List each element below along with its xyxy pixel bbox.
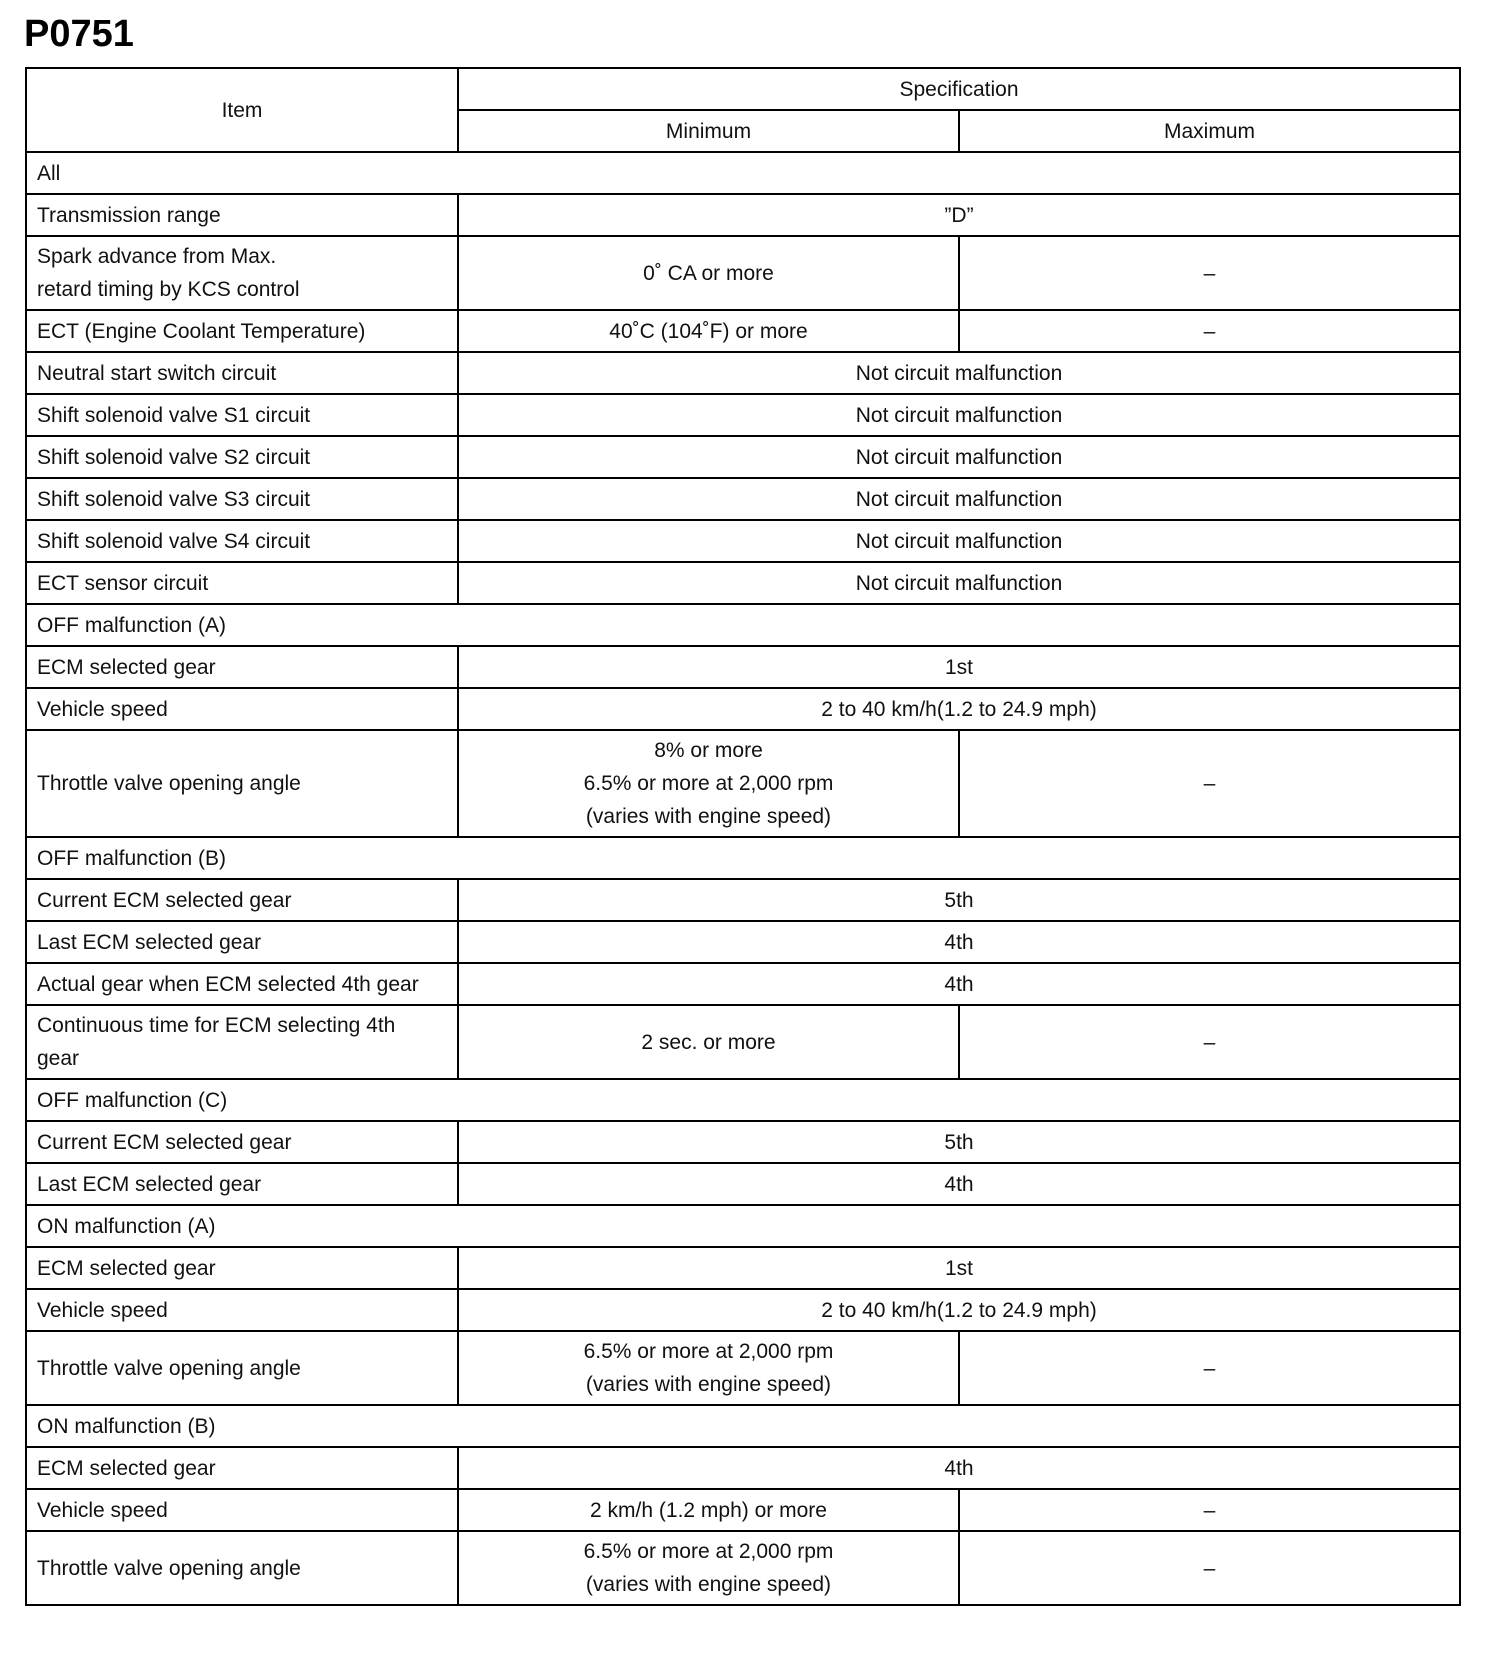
min-line: 2 sec. or more — [641, 1030, 776, 1054]
specification-cell — [458, 879, 1460, 921]
specification-cell — [458, 436, 1460, 478]
minimum-cell — [458, 1331, 959, 1405]
specification-cell — [458, 1289, 1460, 1331]
value-line: Not circuit malfunction — [855, 403, 1063, 427]
table-row — [26, 688, 1460, 730]
item-line: ECT sensor circuit — [37, 571, 209, 595]
item-line: Actual gear when ECM selected 4th gear — [37, 972, 419, 996]
specification-cell — [458, 1121, 1460, 1163]
section-label: OFF malfunction (C) — [26, 1079, 1460, 1121]
specification-cell — [458, 921, 1460, 963]
minimum-cell — [458, 236, 959, 310]
item-line: Neutral start switch circuit — [37, 361, 277, 385]
table-row — [26, 646, 1460, 688]
table-row — [26, 194, 1460, 236]
item-cell — [26, 1247, 458, 1289]
min-line: 6.5% or more at 2,000 rpm — [583, 772, 834, 795]
item-cell — [26, 194, 458, 236]
table-row — [26, 478, 1460, 520]
item-line: Shift solenoid valve S3 circuit — [37, 487, 311, 511]
maximum-cell — [959, 310, 1460, 352]
table-row — [26, 1005, 1460, 1079]
section-row — [26, 604, 1460, 646]
item-line: Current ECM selected gear — [37, 888, 292, 912]
item-cell — [26, 646, 458, 688]
minimum-cell — [458, 730, 959, 837]
header-minimum: Minimum — [458, 110, 959, 152]
table-row — [26, 1331, 1460, 1405]
specification-cell — [458, 394, 1460, 436]
table-row — [26, 562, 1460, 604]
item-cell — [26, 688, 458, 730]
section-row — [26, 1205, 1460, 1247]
item-line: Throttle valve opening angle — [37, 772, 301, 795]
max-line: – — [1203, 1030, 1216, 1054]
header-specification: Specification — [458, 68, 1460, 110]
specification-cell — [458, 352, 1460, 394]
section-label: ON malfunction (A) — [26, 1205, 1460, 1247]
item-line: Shift solenoid valve S1 circuit — [37, 403, 311, 427]
value-line: 4th — [944, 1172, 974, 1196]
max-line: – — [1203, 1556, 1216, 1580]
table-row — [26, 1447, 1460, 1489]
table-row — [26, 1489, 1460, 1531]
table-row — [26, 436, 1460, 478]
table-row — [26, 394, 1460, 436]
value-line: 5th — [944, 1130, 974, 1154]
item-line: ECM selected gear — [37, 1456, 216, 1480]
item-line: Transmission range — [37, 203, 221, 227]
item-line: ECT (Engine Coolant Temperature) — [37, 319, 366, 343]
value-line: 4th — [944, 972, 974, 996]
specification-cell — [458, 562, 1460, 604]
min-line: 6.5% or more at 2,000 rpm — [583, 1340, 834, 1363]
item-cell — [26, 352, 458, 394]
table-row — [26, 236, 1460, 310]
min-line: (varies with engine speed) — [585, 1373, 832, 1396]
specification-cell — [458, 1247, 1460, 1289]
value-line: 4th — [944, 1456, 974, 1480]
min-line: 8% or more — [654, 739, 763, 762]
item-cell — [26, 236, 458, 310]
item-cell — [26, 562, 458, 604]
max-line: – — [1203, 1498, 1216, 1522]
table-row — [26, 310, 1460, 352]
item-cell — [26, 436, 458, 478]
min-line: (varies with engine speed) — [585, 805, 832, 828]
specification-cell — [458, 646, 1460, 688]
specification-cell — [458, 1447, 1460, 1489]
page-title: P0751 — [24, 13, 134, 55]
section-label: All — [26, 152, 1460, 194]
item-line: Vehicle speed — [37, 697, 168, 721]
value-line: Not circuit malfunction — [855, 571, 1063, 595]
header-row — [26, 68, 1460, 110]
maximum-cell — [959, 1489, 1460, 1531]
item-line: Last ECM selected gear — [37, 1172, 262, 1196]
value-line: 2 to 40 km/h(1.2 to 24.9 mph) — [821, 1298, 1097, 1322]
max-line: – — [1203, 319, 1216, 343]
table-row — [26, 352, 1460, 394]
item-cell — [26, 1163, 458, 1205]
section-label: OFF malfunction (B) — [26, 837, 1460, 879]
table-row — [26, 730, 1460, 837]
item-cell — [26, 1447, 458, 1489]
max-line: – — [1203, 1356, 1216, 1380]
specification-cell — [458, 194, 1460, 236]
maximum-cell — [959, 730, 1460, 837]
section-label: ON malfunction (B) — [26, 1405, 1460, 1447]
section-row — [26, 837, 1460, 879]
section-row — [26, 152, 1460, 194]
max-line: – — [1203, 261, 1216, 285]
specification-cell — [458, 520, 1460, 562]
item-line: Throttle valve opening angle — [37, 1356, 301, 1380]
minimum-cell — [458, 1005, 959, 1079]
table-row — [26, 1289, 1460, 1331]
maximum-cell — [959, 1005, 1460, 1079]
value-line: Not circuit malfunction — [855, 529, 1063, 553]
value-line: Not circuit malfunction — [855, 445, 1063, 469]
value-line: 1st — [945, 655, 974, 679]
item-cell — [26, 394, 458, 436]
item-line: gear — [37, 1047, 80, 1070]
max-line: – — [1203, 772, 1216, 795]
min-line: (varies with engine speed) — [585, 1573, 832, 1596]
minimum-cell — [458, 310, 959, 352]
table-row — [26, 963, 1460, 1005]
value-line: Not circuit malfunction — [855, 487, 1063, 511]
item-line: Spark advance from Max. — [37, 245, 277, 268]
item-line: Vehicle speed — [37, 1498, 168, 1522]
min-line: 6.5% or more at 2,000 rpm — [583, 1540, 834, 1563]
specification-cell — [458, 478, 1460, 520]
min-line: 40˚C (104˚F) or more — [609, 319, 808, 343]
header-item: Item — [26, 68, 458, 152]
item-cell — [26, 478, 458, 520]
item-line: Vehicle speed — [37, 1298, 168, 1322]
item-line: Last ECM selected gear — [37, 930, 262, 954]
minimum-cell — [458, 1531, 959, 1605]
item-line: Continuous time for ECM selecting 4th — [37, 1014, 396, 1037]
item-line: Throttle valve opening angle — [37, 1556, 301, 1580]
item-line: retard timing by KCS control — [37, 278, 300, 301]
maximum-cell — [959, 1531, 1460, 1605]
item-cell — [26, 1331, 458, 1405]
specification-cell — [458, 963, 1460, 1005]
item-cell — [26, 1531, 458, 1605]
specification-table — [25, 67, 1461, 1606]
item-line: ECM selected gear — [37, 655, 216, 679]
specification-cell — [458, 1163, 1460, 1205]
table-row — [26, 879, 1460, 921]
table-row — [26, 1531, 1460, 1605]
table-row — [26, 520, 1460, 562]
table-body — [26, 152, 1460, 1605]
item-cell — [26, 963, 458, 1005]
item-cell — [26, 1289, 458, 1331]
value-line: 2 to 40 km/h(1.2 to 24.9 mph) — [821, 697, 1097, 721]
maximum-cell — [959, 236, 1460, 310]
specification-cell — [458, 688, 1460, 730]
table-row — [26, 1163, 1460, 1205]
minimum-cell — [458, 1489, 959, 1531]
min-line: 0˚ CA or more — [643, 261, 774, 285]
maximum-cell — [959, 1331, 1460, 1405]
table-row — [26, 1247, 1460, 1289]
value-line: Not circuit malfunction — [855, 361, 1063, 385]
item-cell — [26, 1121, 458, 1163]
value-line: 1st — [945, 1256, 974, 1280]
header-maximum: Maximum — [959, 110, 1460, 152]
table-row — [26, 921, 1460, 963]
item-cell — [26, 921, 458, 963]
item-cell — [26, 730, 458, 837]
item-line: Shift solenoid valve S2 circuit — [37, 445, 311, 469]
value-line: 5th — [944, 888, 974, 912]
min-line: 2 km/h (1.2 mph) or more — [590, 1498, 827, 1522]
section-row — [26, 1405, 1460, 1447]
item-cell — [26, 310, 458, 352]
item-line: Current ECM selected gear — [37, 1130, 292, 1154]
item-cell — [26, 520, 458, 562]
item-cell — [26, 1005, 458, 1079]
item-line: ECM selected gear — [37, 1256, 216, 1280]
section-row — [26, 1079, 1460, 1121]
table-row — [26, 1121, 1460, 1163]
item-line: Shift solenoid valve S4 circuit — [37, 529, 311, 553]
item-cell — [26, 879, 458, 921]
value-line: ”D” — [944, 203, 974, 227]
item-cell — [26, 1489, 458, 1531]
section-label: OFF malfunction (A) — [26, 604, 1460, 646]
value-line: 4th — [944, 930, 974, 954]
